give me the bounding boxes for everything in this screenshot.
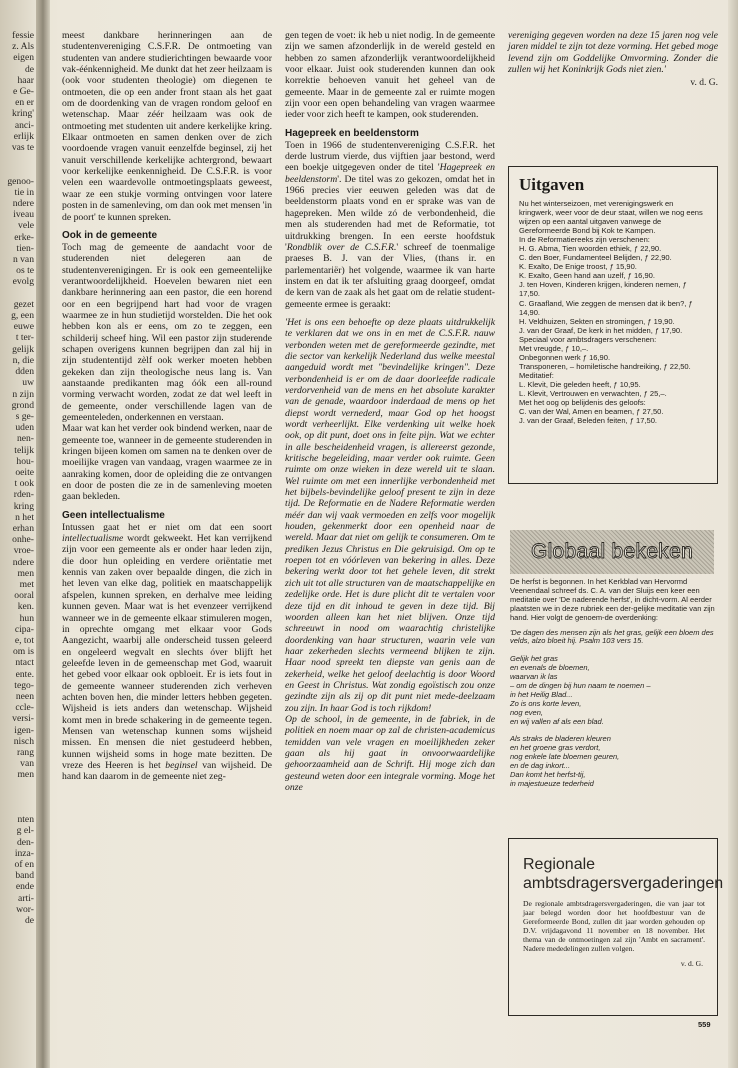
paragraph: meest dankbare herinneringen aan de studentenvereniging C.S.F.R. De ontmoeting van studenten van andere studierichtingen bewaarde voor vak-éénkennigheid. Me dunkt dat het zeer heilzaam is (ook voor studenten theologie) om diegenen te ontmoeten, die op een ander front staan als het gaat om de doordenking van de vragen rondom geloof en wetenschap. Maar zéér heilzaam was ook de ontmoeting met studenten uit andere kerkelijke kring. Elkaar ontmoeten en samen denken over de zich voordoende vragen vanuit eenzelfde beginsel, zij het vanuit verschillende kerkelijke achtergrond, bewaart voor kerkelijke eenkennigheid. De C.S.F.R. is voor velen een waardevolle ontmoetingsplaats geweest, waar ze een stukje vorming ontvingen voor latere posten in de samenleving, om dan ook met mensen 'in de poort' te kunnen spreken. [62,30,272,223]
fragment-line: ntact [15,657,34,669]
fragment-line: dden [15,366,34,378]
section-heading: Ook in de gemeente [62,229,158,241]
paragraph: Toen in 1966 de studentenvereniging C.S.F.R. het derde lustrum vierde, dus vijftien jaar bestond, werd een boekje uitgegeven onder de titel 'Hagepreek en beeldenstorm'. De titel was zo gekozen, omdat het in 1966 precies vier eeuwen geleden was dat de beeldenstorm plaats vond en er sprake was van de hagepreken. Men wilde zó de verbondenheid, die men als studerenden had met de Reformatie, tot uitdrukking brengen. In een eerste hoofdstuk 'Rondblik over de C.S.F.R.' schreef de toenmalige praeses B. J. van der Vlies, (thans ir. en parlementariër) het volgende, waarmee ik van harte instem en dat ik ter afsluiting graag doorgeef, omdat de kern van de zaak als het gaat om de relatie student-gemeente ermee is geraakt: [285,139,496,310]
fragment-line: e, tot [14,634,34,646]
fragment-line: wor- [16,903,34,915]
fragment-line: onhe- [12,534,34,546]
fragment-line: grond [11,399,34,411]
fragment-line: s ge- [15,410,34,422]
fragment-line: ndere [12,198,34,210]
poem-line: Gelijk het gras [510,654,558,664]
fragment-line: haar [17,74,34,86]
quotation: Op de school, in de gemeente, in de fabriek, in de politiek en noem maar op zal de christen-academicus temidden van vele vragen en moeilijkheden zeker gaan als hij gaat in onvoorwaardelijke gehoorzaamheid aan de Schrift. Hij moge zich dan gesteund weten door een integrale vorming. Moge het onze [285,713,495,793]
fragment-line [0,153,34,164]
fragment-line: versi- [12,713,34,725]
fragment-line: erhan [12,522,34,534]
fragment-line: eigen [13,52,34,64]
page-gutter [36,0,50,1068]
fragment-line: van [20,758,34,770]
fragment-line: met [19,578,34,590]
fragment-line: igen- [14,724,34,736]
fragment-line: ccle- [15,702,34,714]
fragment-line [0,288,34,299]
fragment-line: erke- [14,231,34,243]
section-heading: Geen intellectualisme [62,509,165,521]
fragment-line: de [24,915,34,927]
fragment-line: ooral [14,590,34,602]
author-initials: v. d. G. [680,959,703,968]
fragment-line: men [17,567,34,579]
fragment-line: nten [17,814,34,826]
fragment-line: g, een [11,310,34,322]
fragment-line: kring [13,500,34,512]
fragment-line: g el- [16,825,34,837]
fragment-line: nisch [13,735,34,747]
fragment-line: t ter- [15,332,34,344]
publication-line: L. Klevit, Die geleden heeft, ƒ 10,95. [519,379,641,389]
publication-line: C. den Boer, Fundamenteel Belijden, ƒ 22,90. [519,253,672,263]
globaal-bekeken-text [510,578,716,789]
fragment-line: tien- [16,242,34,254]
fragment-line: nen- [16,433,34,445]
fragment-line: vele [18,220,34,232]
fragment-line: os te [16,265,34,277]
uitgaven-box [508,166,718,484]
fragment-line: men [17,769,34,781]
fragment-line: gezet [13,298,34,310]
fragment-line: rden- [13,489,34,501]
column-3 [508,30,718,89]
fragment-line: n het [15,511,34,523]
publication-line: C. Graafland, Wie zeggen de mensen dat ik ben?, ƒ 14,90. [519,298,693,317]
publication-line: J. van der Graaf, Beleden feiten, ƒ 17,50. [519,416,658,426]
fragment-line: ente. [15,668,34,680]
fragment-line: hou- [16,455,34,467]
paragraph: gen tegen de voet: ik heb u niet nodig. In de gemeente zijn we samen afzonderlijk in de wereld gesteld en hebben zo samen afzonderlijk verantwoordelijkheid voor elkaar. Juist ook studerenden kunnen dan ook korrektie behoeven vanuit het geheel van de gemeente. Maar in de gemeente zal er ruimte mogen zijn voor een open behandeling van vragen waarmee ieder voor zich heeft te kampen, ook studerenden. [285,30,495,121]
fragment-line: z. Als [12,41,34,53]
poem-line: in majestueuze tederheid [510,778,594,788]
poem-line: nog enkele late bloemen geuren, [510,752,620,762]
uitgaven-intro: Nu het winterseizoen, met verenigingswerk en kringwerk, weer voor de deur staat, willen we nog eens wijzen op een aantal uitgaven vanwege de Gereformeerde Bond bij Kok te Kampen. [519,199,703,236]
publication-line: Onbegonnen werk ƒ 16,90. [519,352,611,362]
quotation: 'Het is ons een behoefte op deze plaats uitdrukkelijk te verklaren dat we ons in en met de C.S.F.R. nauw verbonden weten met de gereformeerde gezindte, met die sector van kerkelijk Nederland dus welke meestal aangeduid wordt met "bevindelijke kringen". Deze verbondenheid is er om de daar doorleefde radicale verdorvenheid van de mens en het absolute karakter van de genade, waardoor inderdaad de mens op het diepst wordt vernederd, maar God op het hoogst wordt verheerlijkt. Elke verdenking uit welke hoek ook, op dit punt, doet ons in feite pijn. Wat we echter in alle bescheidenheid vragen, is allereerst gezonde, kritische begeleiding, maar verder ook ruimte. Geen ruimte om onze wieken in deze wereld uit te slaan. Wel ruimte om met een innerlijke verbondenheid met het bijbels-bevindelijke geloof present te zijn in deze tijd. De Reformatie en de Nadere Reformatie werden méér dan wij vaak vermoeden en zelfs voor mogelijk houden, gekenmerkt door een openheid naar de wereld. Maar dat niet om gelijk te consumeren. Om te prediken Jezus Christus en Die gekruisigd. Om op te roepen tot en vóórleven van bekering in alles. Deze bekering werkt door tot het gehele leven, dit strekt zich uit tot alle structuren van de maatschappelijke en zedelijke orde. Het is dure plicht dit te vertalen voor deze tijd en dit inhoud te geven in deze tijd. Bij woorden alleen kan het niet blijven. Onze tijd schreeuwt in nood om waarachtig christelijke doordenking van haar structuren, waarin vele van haar zekerheden slechts vermeend blijken te zijn. Haar nood spreekt ten diepste van genis aan de zekerheid, welke het geloof deelachtig is door Woord en Geest in Christus. Wat zondig egoïstisch zou onze gezindte zijn als zij op dit punt niet mede-deelzaam zou zijn. In haar God is toch rijkdom! [285,316,495,714]
fragment-line: arti- [18,892,34,904]
fragment-line: n zijn [12,388,34,400]
publication-line: J. ten Hoven, Kinderen krijgen, kinderen nemen, ƒ 17,50. [519,280,687,299]
previous-page-fragments [0,30,34,1030]
publication-line: J. van der Graaf, De kerk in het midden, ƒ 17,90. [519,325,683,335]
fragment-line: kring' [12,108,34,120]
fragment-line: telijk [14,444,34,456]
fragment-line: om is [12,646,34,658]
poem-line: nog even, [510,707,543,717]
regionale-box [508,838,724,1016]
fragment-line: gelijk [12,343,34,355]
publication-line: L. Klevit, Vertrouwen en verwachten, ƒ 25,–. [519,388,667,398]
fragment-line: iveau [13,209,34,221]
fragment-line: de [24,63,34,75]
poem-line: Zo is ons korte leven, [510,698,582,708]
fragment-line: vroe- [13,545,34,557]
globaal-bekeken-banner [510,530,714,574]
fragment-line: n, die [12,354,34,366]
poem-line: en de dag inkort... [510,761,571,771]
globaal-intro: De herfst is begonnen. In het Kerkblad van Hervormd Veenendaal schreef ds. C. A. van der Sluijs een keer een meditatie over 'De naderende herfst', in dicht-vorm. Al eerder plaatsten we in deze rubriek een der-gelijke meditatie van zijn hand. Hier volgt de genoem-de overdenking: [510,577,715,622]
poem-line: Dan komt het herfst-tij, [510,770,586,780]
publication-line: Met vreugde, ƒ 10,–. [519,343,589,353]
fragment-line: neen [15,690,34,702]
poem-line: en evenals de bloemen, [510,663,590,673]
paragraph: Maar wat kan het verder ook bindend werken, naar de gemeente toe, wanneer in de gemeente studerenden in kringen bijeen komen om samen na te denken over de moeilijke vragen van vandaag, vragen waarmee ze in aanraking komen, door de opleiding die ze ontvangen en door de posten die ze in de samenleving moeten gaan bekleden. [62,423,272,503]
publication-line: Speciaal voor ambtsdragers verschenen: [519,334,657,344]
fragment-line: evolg [12,276,34,288]
poem-line: waarvan ik las [510,672,558,682]
fragment-line [0,164,34,175]
fragment-line: fessie [12,30,34,41]
regionale-title: Regionale ambtsdragersvergaderingen [523,856,724,892]
fragment-line: rang [16,747,34,758]
paragraph: Intussen gaat het er niet om dat een soort intellectualisme wordt gekweekt. Het kan verrijkend zijn voor een gemeente als er onder haar leden zijn, die door hun opleiding en verdere oriëntatie met kennis van zaken over bepaalde dingen, die zich in het leven van elke dag, politiek en maatschappelijk afspelen, kunnen spreken, en derhalve mee leiding kunnen geven. Maar wat is het evenzeer verrijkend wanneer we in de gemeente elkaar stimuleren mogen, in oprechte omgang met elkaar voor Gods Aangezicht, waarbij alle onderscheid tussen geleerd en ongeleerd wegvalt en slechts óver blijft het geleefde leven in de gemeenschap met God, waaruit het gebed voor elkaar ook opbloeit. Er is iets fout in de gemeente wanneer studerenden zich verheven achten boven hen, die minder letters hebben gegeten. Wijsheid is iets anders dan wetenschap. Wijsheid komt men in brede schakering in de gemeente tegen. Mensen van wetenschap kunnen soms wijsheid missen. En mensen die niet gestudeerd hebben, kunnen wijsheid soms in hoge mate bezitten. De vreze des Heeren is het beginsel van wijsheid. De hand kan daarom in de gemeente niet zeg- [62,521,272,783]
regionale-body: De regionale ambtsdragersvergaderingen, die van jaar tot jaar belegd worden door het hoofdbestuur van de Gereformeerde Bond, zullen dit jaar worden gehouden op D.V. vrijdagavond 11 november en 18 november. Het thema van de ontmoetingen zal zijn 'Ambt en sacrament'. Nadere mededelingen zullen volgen. [523,899,705,953]
fragment-line: inza- [14,847,34,859]
page-edge [728,0,738,1068]
page-number: 559 [698,1020,711,1029]
poem [510,629,716,789]
quotation-end: vereniging gegeven worden na deze 15 jaren nog vele jaren middel te zijn tot deze vorming. Het gebed moge levend zijn om Goddelijke Omvorming. Zonder die zullen wij het Koninkrijk Gods niet zien.' [508,30,718,76]
fragment-line: cipa- [14,623,34,635]
fragment-line: tie in [14,186,34,198]
fragment-line: of en [14,859,34,871]
fragment-line: ndere [12,556,34,568]
column-1 [62,30,272,783]
poem-line: en het groene gras verdort, [510,743,601,753]
fragment-line: n van [12,254,34,266]
publication-line: H. G. Abma, Tien woorden ethiek, ƒ 22,90. [519,244,662,254]
fragment-line: genoo- [7,175,34,187]
section-heading: Hagepreek en beeldenstorm [285,127,419,139]
uitgaven-list [519,235,709,425]
fragment-line: hun [19,612,34,624]
paragraph: Toch mag de gemeente de aandacht voor de studerenden niet delegeren aan de studentenverenigingen. Er is ook een gemeentelijke verantwoordelijkheid. Hoevelen bewaren niet een dankbare herinnering aan een pastor, die een horend oor en een begrijpend hart had voor de vragen waarmee ze in hun studietijd worstelden. Die het ook hebben kon als er eens, om zo te zeggen, een schilderij scheef hing. Wil een pastor zijn studerende schapen overigens kunnen begrijpen dan zal hij in zijn studententijd zèlf ook werker moeten hebben gekeken dan zijn theologische neus lang is. Van aanstaande predikanten mag óók een all-round vorming verwacht worden, zodat ze dat wel leeft in de gemeente, onder verschillende lagen van de gemeenteleden, onderkennen en verstaan. [62,241,272,423]
publication-line: C. van der Wal, Amen en beamen, ƒ 27,50. [519,407,664,417]
fragment-line: e Ge- [12,86,34,98]
poem-line: in het Heilig Blad... [510,689,573,699]
fragment-line [0,803,34,814]
fragment-line: en er [15,97,34,109]
fragment-line: erlijk [13,130,34,142]
publication-line: H. Veldhuizen, Sekten en stromingen, ƒ 19,90. [519,316,675,326]
fragment-line [0,781,34,792]
uitgaven-body [509,199,717,425]
poem-line: en wij vallen af als een blad. [510,716,604,726]
column-2 [285,30,495,793]
fragment-line: vas te [11,142,34,154]
fragment-line: anci- [14,119,34,131]
globaal-bekeken-title: Globaal bekeken [530,540,694,563]
publication-line: K. Exalto, De Enige troost, ƒ 15,90. [519,262,637,272]
publication-line: Met het oog op belijdenis des geloofs: [519,398,646,408]
author-initials: v. d. G. [690,77,718,88]
fragment-line: band [15,870,34,882]
poem-line: – om de dingen bij hun naam te noemen – [510,680,651,690]
poem-line: Als straks de bladeren kleuren [510,734,611,744]
uitgaven-title: Uitgaven [519,175,585,194]
fragment-line: ende [15,881,34,893]
fragment-line: oeite [15,466,34,478]
publication-line: In de Reformatiereeks zijn verschenen: [519,235,650,245]
publication-line: Meditatief: [519,370,554,380]
publication-line: K. Exalto, Geen hand aan uzelf, ƒ 16,90. [519,271,655,281]
poem-line: 'De dagen des mensen zijn als het gras, gelijk een bloem des velds, alzo bloeit hij. Psalm 103 vers 15. [510,627,714,646]
fragment-line: euwe [13,321,34,333]
fragment-line: uw [22,377,34,389]
fragment-line: ken. [17,601,34,613]
publication-line: Transponeren, – homiletische handreiking, ƒ 22,50. [519,361,691,371]
fragment-line: tego- [14,679,34,691]
fragment-line: den- [16,836,34,848]
fragment-line: t ook [14,478,34,490]
fragment-line [0,792,34,803]
fragment-line: uden [15,422,34,434]
